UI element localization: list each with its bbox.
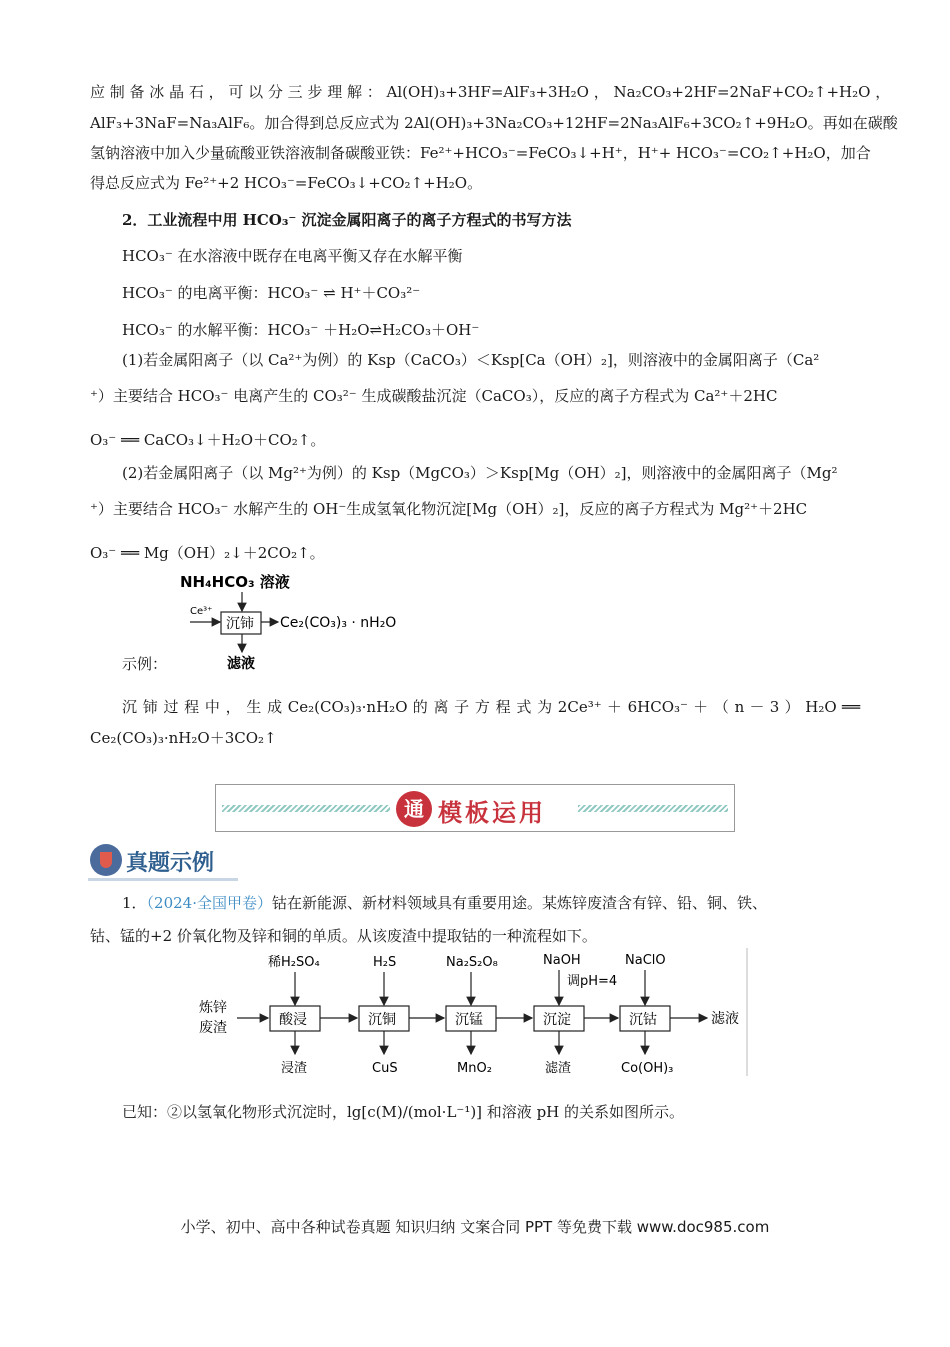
text-line: AlF₃+3NaF=Na₃AlF₆。加合得到总反应式为 2Al(OH)₃+3Na₂CO₃+12HF=2Na₃AlF₆+3CO₂↑+9H₂O。再如在碳酸 <box>90 114 898 132</box>
banner-icon: 通 <box>396 791 432 827</box>
process-box-label: 沉锰 <box>455 1012 483 1028</box>
output-label: MnO₂ <box>457 1061 492 1076</box>
section-tag <box>88 842 238 878</box>
text-line: 氢钠溶液中加入少量硫酸亚铁溶液制备碳酸亚铁：Fe²⁺+HCO₃⁻=FeCO₃↓+H⁺，H⁺+ HCO₃⁻=CO₂↑+H₂O，加合 <box>90 144 871 162</box>
start-label: 废渣 <box>199 1020 227 1036</box>
text-line: (1)若金属阳离子（以 Ca²⁺为例）的 Ksp（CaCO₃）＜Ksp[Ca（OH）₂]，则溶液中的金属阳离子（Ca² <box>122 351 820 369</box>
section-underline <box>88 878 238 881</box>
product-label: Ce₂(CO₃)₃ · nH₂O <box>280 615 397 631</box>
reagent-label: Na₂S₂O₈ <box>446 955 498 970</box>
question-source: （2024·全国甲卷） <box>146 894 272 912</box>
known-condition: 已知：②以氢氧化物形式沉淀时，lg[c(M)/(mol·L⁻¹)] 和溶液 pH 的关系如图所示。 <box>122 1103 685 1121</box>
equation-line: Ce₂(CO₃)₃·nH₂O＋3CO₂↑ <box>90 729 277 747</box>
output-label: CuS <box>372 1061 398 1076</box>
process-box-label: 沉钴 <box>629 1012 657 1028</box>
process-box-label: 沉铜 <box>368 1012 396 1028</box>
flow-step <box>268 954 357 1076</box>
text-line: (2)若金属阳离子（以 Mg²⁺为例）的 Ksp（MgCO₃）＞Ksp[Mg（OH）₂]，则溶液中的金属阳离子（Mg² <box>122 464 838 482</box>
text-line: ⁺）主要结合 HCO₃⁻ 电离产生的 CO₃²⁻ 生成碳酸盐沉淀（CaCO₃），反应的离子方程式为 Ca²⁺＋2HC <box>90 387 778 405</box>
text-line: 得总反应式为 Fe²⁺+2 HCO₃⁻=FeCO₃↓+CO₂↑+H₂O。 <box>90 174 483 192</box>
text-line: HCO₃⁻ 在水溶液中既存在电离平衡又存在水解平衡 <box>122 247 463 265</box>
reagent-label: H₂S <box>373 955 397 970</box>
reagent-label: NaClO <box>625 953 666 968</box>
start-label: 炼锌 <box>199 1000 227 1016</box>
section-title: 真题示例 <box>126 851 215 876</box>
example-label: 示例： <box>122 655 168 673</box>
process-box-label: 沉铈 <box>226 616 254 632</box>
question-line <box>122 893 860 913</box>
flow-step <box>446 955 532 1076</box>
equation-line: O₃⁻ ══ Mg（OH）₂↓＋2CO₂↑。 <box>90 544 325 562</box>
output-label: Co(OH)₃ <box>621 1061 674 1076</box>
page-footer: 小学、初中、高中各种试卷真题 知识归纳 文案合同 PPT 等免费下载 www.doc985.com <box>180 1218 770 1236</box>
text-line: 应 制 备 冰 晶 石 ， 可 以 分 三 步 理 解 ： Al(OH)₃+3HF=AlF₃+3H₂O ， Na₂CO₃+2HF=2NaF+CO₂↑+H₂O ， <box>90 83 891 101</box>
filtrate-label: 滤液 <box>227 656 255 672</box>
process-box-label: 沉淀 <box>543 1012 571 1028</box>
flow-step <box>359 955 444 1076</box>
reagent-label: NH₄HCO₃ 溶液 <box>180 573 290 591</box>
text-line: ⁺）主要结合 HCO₃⁻ 水解产生的 OH⁻生成氢氧化物沉淀[Mg（OH）₂]，反应的离子方程式为 Mg²⁺＋2HC <box>90 500 808 518</box>
question-line: 钴、锰的+2 价氧化物及锌和铜的单质。从该废渣中提取钴的一种流程如下。 <box>90 927 597 945</box>
template-banner <box>215 784 735 832</box>
question-text: 钴在新能源、新材料领域具有重要用途。某炼锌废渣含有锌、铅、铜、铁、 <box>272 894 768 912</box>
banner-stripe-right <box>578 805 728 812</box>
flow-step <box>620 953 707 1076</box>
banner-title: 模板运用 <box>438 799 546 827</box>
end-label: 滤液 <box>711 1011 739 1027</box>
question-number: 1． <box>122 894 147 912</box>
flask-icon <box>90 844 122 876</box>
condition-label: 调pH=4 <box>567 974 618 989</box>
output-label: 浸渣 <box>281 1061 308 1076</box>
input-label: Ce³⁺ <box>190 606 213 617</box>
banner-stripe-left <box>222 805 390 812</box>
reagent-label: 稀H₂SO₄ <box>268 955 320 970</box>
extraction-flowchart <box>195 948 750 1078</box>
equation-line: HCO₃⁻ 的电离平衡：HCO₃⁻ ⇌ H⁺＋CO₃²⁻ <box>122 284 421 302</box>
reagent-label: NaOH <box>543 953 581 968</box>
flow-step <box>534 953 618 1076</box>
section-heading: 2．工业流程中用 HCO₃⁻ 沉淀金属阳离子的离子方程式的书写方法 <box>122 211 572 229</box>
equation-line: HCO₃⁻ 的水解平衡：HCO₃⁻ ＋H₂O⇌H₂CO₃＋OH⁻ <box>122 321 480 339</box>
text-line: 沉 铈 过 程 中 ， 生 成 Ce₂(CO₃)₃·nH₂O 的 离 子 方 程 式 为 2Ce³⁺ ＋ 6HCO₃⁻ ＋ （ n － 3 ） H₂O ══ <box>122 698 860 716</box>
equation-line: O₃⁻ ══ CaCO₃↓＋H₂O＋CO₂↑。 <box>90 431 326 449</box>
output-label: 滤渣 <box>545 1061 572 1076</box>
process-box-label: 酸浸 <box>279 1012 307 1028</box>
